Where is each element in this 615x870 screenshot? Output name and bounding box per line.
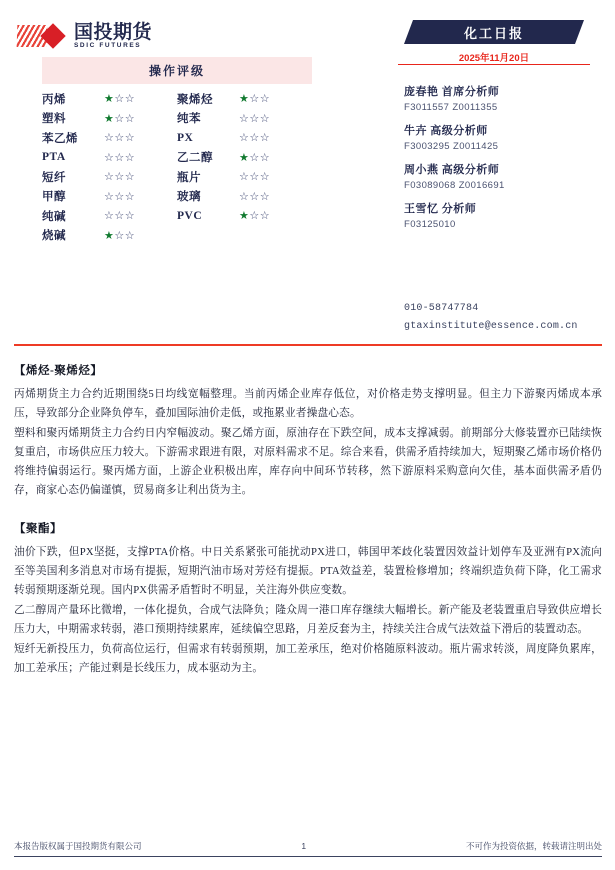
section-title: 【聚酯】 — [14, 523, 62, 535]
rating-item-stars — [104, 131, 135, 144]
star-empty-icon: ☆ — [124, 132, 136, 145]
report-title-banner — [404, 20, 584, 44]
rating-item-stars — [239, 112, 270, 125]
report-header — [0, 0, 615, 345]
logo-mark-icon — [17, 23, 69, 49]
logo-name-en: SDIC FUTURES — [74, 41, 142, 49]
rating-item-label: 甲醇 — [42, 191, 66, 204]
rating-row — [42, 206, 312, 226]
rating-item-stars — [239, 131, 270, 144]
rating-item-丙烯 — [42, 91, 177, 107]
star-empty-icon: ☆ — [249, 132, 260, 145]
rating-item-label: PX — [177, 131, 194, 144]
star-filled-icon: ★ — [239, 210, 250, 223]
star-filled-icon: ★ — [104, 229, 115, 242]
rating-row — [42, 89, 312, 109]
logo-text — [74, 23, 152, 50]
rating-item-PX — [177, 131, 312, 144]
star-empty-icon: ☆ — [114, 151, 125, 164]
section-title: 【烯烃-聚烯烃】 — [14, 365, 103, 377]
rating-row — [42, 187, 312, 207]
rating-item-stars — [239, 209, 270, 222]
analyst-name: 王雪忆 分析师 — [404, 203, 477, 215]
star-empty-icon: ☆ — [259, 93, 271, 106]
rating-item-stars — [104, 92, 135, 105]
contact-block — [404, 303, 614, 339]
star-empty-icon: ☆ — [259, 151, 271, 164]
rating-item-瓶片 — [177, 169, 312, 185]
star-filled-icon: ★ — [104, 112, 115, 125]
contact-email[interactable]: gtaxinstitute@essence.com.cn — [404, 321, 578, 332]
star-empty-icon: ☆ — [259, 132, 271, 145]
rating-item-乙二醇 — [177, 149, 312, 165]
rating-item-纯苯 — [177, 110, 312, 126]
rating-item-塑料 — [42, 110, 177, 126]
contact-phone: 010-58747784 — [404, 303, 479, 314]
star-empty-icon: ☆ — [114, 132, 125, 145]
section-paragraph: 油价下跌，但PX坚挺，支撑PTA价格。中日关系紧张可能扰动PX进口，韩国甲苯歧化装置因效益计划停车及亚洲有PX流向至等美国利多消息对市场有提振，短期汽油市场对芳烃有提振。PTA效益差，装置检修增加；终端织造负荷下降，化工需求转弱预期逐渐兑现。国内PX供需矛盾暂时不明显，关注海外供应变数。 — [14, 546, 602, 596]
star-empty-icon: ☆ — [239, 190, 250, 203]
star-empty-icon: ☆ — [259, 171, 271, 184]
analyst-list — [404, 83, 609, 239]
star-empty-icon: ☆ — [259, 112, 271, 125]
star-empty-icon: ☆ — [104, 190, 115, 203]
star-empty-icon: ☆ — [249, 93, 260, 106]
star-empty-icon: ☆ — [124, 112, 136, 125]
star-empty-icon: ☆ — [259, 190, 271, 203]
rating-item-玻璃 — [177, 188, 312, 204]
date-divider — [398, 64, 590, 65]
rating-item-label: 纯苯 — [177, 113, 201, 126]
rating-item-stars — [104, 209, 135, 222]
rating-row — [42, 128, 312, 148]
rating-item-label: 聚烯烃 — [177, 93, 213, 106]
star-filled-icon: ★ — [104, 93, 115, 106]
rating-item-stars — [104, 151, 135, 164]
star-empty-icon: ☆ — [104, 151, 115, 164]
header-divider — [14, 344, 602, 346]
star-empty-icon: ☆ — [124, 93, 136, 106]
footer-copyright: 本报告版权属于国投期货有限公司 — [14, 841, 142, 851]
rating-item-label: 纯碱 — [42, 210, 66, 223]
star-empty-icon: ☆ — [124, 229, 136, 242]
rating-item-label: PVC — [177, 209, 203, 222]
rating-item-label: 瓶片 — [177, 171, 201, 184]
section-paragraph: 乙二醇周产量环比微增，一体化提负，合成气法降负；隆众周一港口库存继续大幅增长。新产能及老装置重启导致供应增长压力大，中期需求转弱，港口预期持续累库，延续偏空思路，月差反套为主，持续关注合成气法效益下滑后的装置动态。 — [14, 604, 602, 635]
rating-item-label: 丙烯 — [42, 93, 66, 106]
section-paragraph: 塑料和聚丙烯期货主力合约日内窄幅波动。聚乙烯方面，原油存在下跌空间，成本支撑减弱。前期部分大修装置亦已陆续恢复重启，市场供应压力较大。下游需求跟进有限，对原料需求不足。综合来看，供需矛盾持续加大，短期聚乙烯市场价格仍将维持偏弱运行。聚丙烯方面，上游企业积极出库，库存向中间环节转移，然下游原料采购意向欠佳，基本面供需矛盾仍存，商家心态仍偏谨慎，贸易商多让利出货为主。 — [14, 427, 602, 496]
star-empty-icon: ☆ — [104, 171, 115, 184]
footer-divider — [14, 856, 602, 857]
star-empty-icon: ☆ — [239, 112, 250, 125]
rating-item-label: 短纤 — [42, 171, 66, 184]
report-date: 2025年11月20日 — [458, 53, 530, 64]
section-paragraph: 丙烯期货主力合约近期围绕5日均线宽幅整理。当前丙烯企业库存低位，对价格走势支撑明显。但主力下游聚丙烯成本承压，导致部分企业降负停车，叠加国际油价走低，或拖累业者操盘心态。 — [14, 388, 602, 419]
star-empty-icon: ☆ — [104, 210, 115, 223]
star-empty-icon: ☆ — [114, 190, 125, 203]
rating-item-stars — [239, 190, 270, 203]
star-empty-icon: ☆ — [124, 210, 136, 223]
rating-table-title: 操作评级 — [42, 57, 312, 84]
analyst-license-code: F03089068 Z0016691 — [404, 180, 505, 191]
rating-item-PVC — [177, 209, 312, 222]
rating-item-stars — [104, 229, 135, 242]
rating-row — [42, 226, 312, 246]
star-empty-icon: ☆ — [114, 112, 125, 125]
rating-item-苯乙烯 — [42, 130, 177, 146]
rating-item-纯碱 — [42, 208, 177, 224]
analyst-license-code: F3003295 Z0011425 — [404, 141, 499, 152]
analyst-license-code: F3011557 Z0011355 — [404, 102, 498, 113]
star-empty-icon: ☆ — [249, 112, 260, 125]
report-footer — [14, 840, 602, 852]
footer-disclaimer: 不可作为投资依据，转载请注明出处 — [465, 841, 602, 851]
star-empty-icon: ☆ — [114, 210, 125, 223]
rating-item-stars — [239, 170, 270, 183]
rating-item-label: 苯乙烯 — [42, 132, 78, 145]
rating-item-stars — [239, 151, 270, 164]
rating-item-短纤 — [42, 169, 177, 185]
rating-item-stars — [104, 112, 135, 125]
rating-item-PTA — [42, 151, 177, 164]
rating-item-stars — [239, 92, 270, 105]
rating-item-label: 烧碱 — [42, 230, 66, 243]
rating-rows — [42, 89, 312, 245]
rating-item-label: 塑料 — [42, 113, 66, 126]
star-empty-icon: ☆ — [249, 171, 260, 184]
star-empty-icon: ☆ — [114, 229, 125, 242]
analyst-license-code: F03125010 — [404, 219, 456, 230]
logo-name-cn: 国投期货 — [74, 21, 153, 43]
section-paragraph: 短纤无新投压力，负荷高位运行，但需求有转弱预期，加工差承压，绝对价格随原料波动。瓶片需求转淡，周度降负累库，加工差承压；产能过剩是长线压力，成本驱动为主。 — [14, 643, 602, 674]
star-empty-icon: ☆ — [114, 171, 125, 184]
star-empty-icon: ☆ — [124, 190, 136, 203]
operation-rating-table — [42, 57, 312, 245]
analyst-name: 庞春艳 首席分析师 — [404, 86, 500, 98]
rating-item-label: 玻璃 — [177, 191, 201, 204]
star-empty-icon: ☆ — [104, 132, 115, 145]
rating-item-stars — [104, 190, 135, 203]
rating-row — [42, 148, 312, 168]
star-empty-icon: ☆ — [239, 132, 250, 145]
star-empty-icon: ☆ — [114, 93, 125, 106]
report-title: 化工日报 — [463, 25, 524, 41]
analyst-name: 周小燕 高级分析师 — [404, 164, 500, 176]
rating-item-stars — [104, 170, 135, 183]
rating-item-label: 乙二醇 — [177, 152, 213, 165]
analyst-name: 牛卉 高级分析师 — [404, 125, 488, 137]
section-spacer — [14, 501, 602, 520]
star-filled-icon: ★ — [239, 151, 250, 164]
star-empty-icon: ☆ — [124, 151, 136, 164]
rating-item-甲醇 — [42, 188, 177, 204]
star-empty-icon: ☆ — [124, 171, 136, 184]
rating-row — [42, 109, 312, 129]
star-empty-icon: ☆ — [249, 151, 260, 164]
footer-page-number: 1 — [301, 841, 307, 851]
star-empty-icon: ☆ — [259, 210, 271, 223]
star-empty-icon: ☆ — [249, 190, 260, 203]
star-empty-icon: ☆ — [249, 210, 260, 223]
rating-row — [42, 167, 312, 187]
rating-item-聚烯烃 — [177, 91, 312, 107]
star-filled-icon: ★ — [239, 93, 250, 106]
company-logo — [17, 20, 152, 52]
report-body — [14, 362, 602, 679]
rating-item-烧碱 — [42, 227, 177, 243]
rating-item-label: PTA — [42, 151, 66, 164]
star-empty-icon: ☆ — [239, 171, 250, 184]
